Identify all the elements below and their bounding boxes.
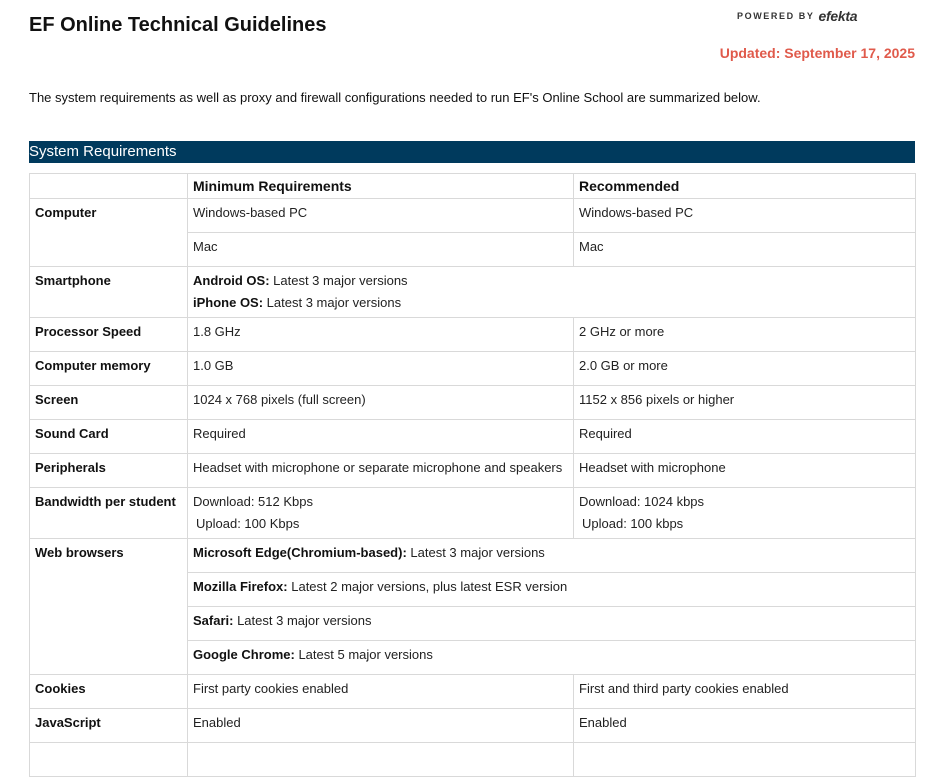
table-header-row [30,174,916,199]
table-row [30,386,916,420]
cell-computer-mac-rec: Mac [574,233,916,267]
table-row [30,199,916,233]
row-label-browsers: Web browsers [30,539,188,675]
table-row [30,675,916,709]
row-label-cookies: Cookies [30,675,188,709]
cell-computer-mac-min: Mac [188,233,574,267]
cell-smartphone [188,267,916,318]
cell-browser-chrome: Google Chrome: Latest 5 major versions [188,641,916,675]
row-label-computer: Computer [30,199,188,267]
cell-empty [30,743,188,777]
row-label-memory: Computer memory [30,352,188,386]
updated-date: Updated: September 17, 2025 [719,45,915,61]
smartphone-android: Android OS: Latest 3 major versions [193,273,408,288]
cell-sound-rec: Required [574,420,916,454]
row-label-processor: Processor Speed [30,318,188,352]
row-label-peripherals: Peripherals [30,454,188,488]
section-title: System Requirements [29,143,177,160]
powered-by-label: POWERED BY [737,11,815,21]
intro-text: The system requirements as well as proxy and firewall configurations needed to run EF's Online School are summarized below. [29,90,761,105]
cell-computer-windows-min: Windows-based PC [188,199,574,233]
cell-browser-safari: Safari: Latest 3 major versions [188,607,916,641]
table-row [30,318,916,352]
bandwidth-rec-upload: Upload: 100 kbps [582,516,684,531]
table-row [30,267,916,318]
efekta-logo[interactable]: efekta [818,8,858,24]
cell-bandwidth-rec [574,488,916,539]
bandwidth-min-download: Download: 512 Kbps [193,494,313,509]
cell-screen-min: 1024 x 768 pixels (full screen) [188,386,574,420]
header-recommended: Recommended [574,174,916,199]
requirements-table [29,173,916,777]
cell-javascript-min: Enabled [188,709,574,743]
table-row [30,709,916,743]
bandwidth-rec-download: Download: 1024 kbps [579,494,705,509]
cell-cookies-min: First party cookies enabled [188,675,574,709]
smartphone-iphone: iPhone OS: Latest 3 major versions [193,295,402,310]
table-row [30,743,916,777]
row-label-bandwidth: Bandwidth per student [30,488,188,539]
table-row [30,488,916,539]
header-minimum: Minimum Requirements [188,174,574,199]
table-row [30,539,916,573]
section-header [29,141,915,163]
cell-memory-rec: 2.0 GB or more [574,352,916,386]
page-title: EF Online Technical Guidelines [29,14,327,36]
cell-sound-min: Required [188,420,574,454]
cell-peripherals-rec: Headset with microphone [574,454,916,488]
header-empty [30,174,188,199]
row-label-sound: Sound Card [30,420,188,454]
cell-peripherals-min: Headset with microphone or separate microphone and speakers [188,454,574,488]
cell-browser-edge: Microsoft Edge(Chromium-based): Latest 3 major versions [188,539,916,573]
cell-computer-windows-rec: Windows-based PC [574,199,916,233]
row-label-smartphone: Smartphone [30,267,188,318]
row-label-javascript: JavaScript [30,709,188,743]
cell-processor-rec: 2 GHz or more [574,318,916,352]
cell-processor-min: 1.8 GHz [188,318,574,352]
table-row [30,352,916,386]
cell-browser-firefox: Mozilla Firefox: Latest 2 major versions, plus latest ESR version [188,573,916,607]
cell-bandwidth-min [188,488,574,539]
cell-memory-min: 1.0 GB [188,352,574,386]
bandwidth-min-upload: Upload: 100 Kbps [196,516,300,531]
powered-by [737,8,857,24]
table-row [30,420,916,454]
row-label-screen: Screen [30,386,188,420]
table-row [30,454,916,488]
cell-screen-rec: 1152 x 856 pixels or higher [574,386,916,420]
cell-javascript-rec: Enabled [574,709,916,743]
cell-empty [574,743,916,777]
cell-cookies-rec: First and third party cookies enabled [574,675,916,709]
cell-empty [188,743,574,777]
